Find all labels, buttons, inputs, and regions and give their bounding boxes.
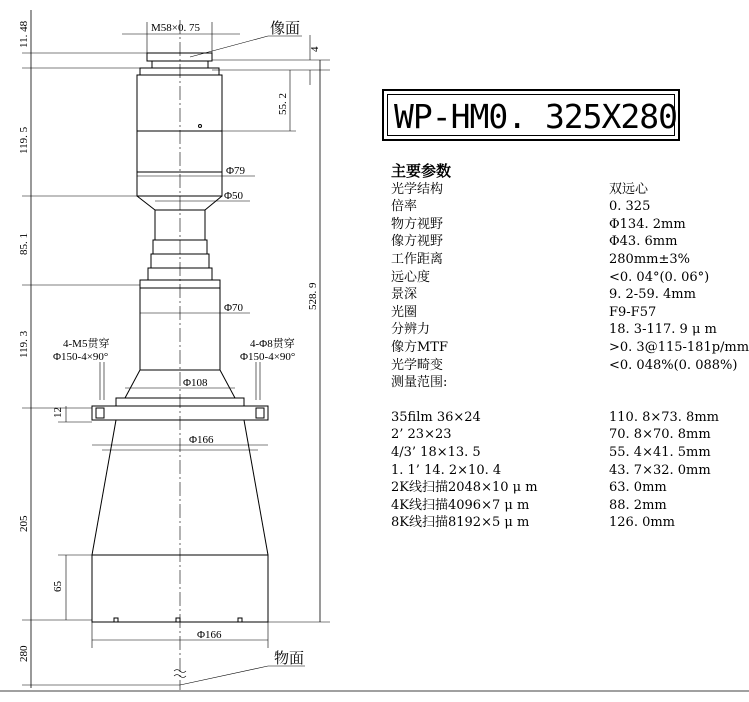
spec-row [391, 251, 747, 269]
sensor-row [391, 409, 747, 427]
dim-119-5: 119. 5 [18, 126, 30, 154]
spec-label: 远心度 [391, 269, 431, 285]
sensor-value: 70. 8×70. 8mm [609, 427, 711, 443]
sensor-row [391, 479, 747, 497]
sensor-value: 63. 0mm [609, 480, 667, 496]
dim-4: 4 [309, 46, 321, 52]
sensor-value: 88. 2mm [609, 497, 667, 513]
spec-row [391, 374, 747, 392]
spec-label: 工作距离 [391, 251, 444, 267]
sensor-value: 110. 8×73. 8mm [609, 409, 719, 425]
model-title: WP-HM0. 325X280 [394, 97, 678, 136]
dim-205: 205 [18, 515, 30, 532]
spec-value: <0. 04°(0. 06°) [609, 269, 710, 285]
spec-row [391, 321, 747, 339]
sensor-label: 4K线扫描4096×7 μ m [391, 497, 530, 513]
image-plane-label: 像面 [270, 19, 301, 37]
spec-label: 光学畸变 [391, 357, 444, 373]
spec-value: 280mm±3% [609, 251, 690, 267]
dim-65: 65 [52, 581, 64, 592]
spec-value: Φ43. 6mm [609, 234, 678, 250]
spec-value: 0. 325 [609, 199, 651, 215]
spec-value: <0. 048%(0. 088%) [609, 357, 738, 373]
spec-label: 像方视野 [391, 234, 444, 250]
spec-label: 像方MTF [391, 339, 449, 355]
sensor-row [391, 444, 747, 462]
spec-row [391, 269, 747, 287]
sensor-label: 35film 36×24 [391, 409, 481, 425]
holes-left-line2: Φ150-4×90° [53, 351, 109, 363]
dim-11-48: 11. 48 [18, 20, 30, 48]
sensor-row [391, 426, 747, 444]
mount-label: M58×0. 75 [151, 22, 200, 34]
holes-left-line1: 4-M5贯穿 [63, 338, 110, 350]
spec-row [391, 304, 747, 322]
dia-79-label: Φ79 [226, 165, 246, 177]
spec-label: 光学结构 [391, 181, 444, 197]
sensor-row [391, 462, 747, 480]
sensor-label: 8K线扫描8192×5 μ m [391, 515, 530, 531]
spec-label: 倍率 [391, 199, 418, 215]
spec-value: F9-F57 [609, 304, 657, 320]
spec-table [391, 163, 747, 532]
dia-166-top-label: Φ166 [189, 434, 214, 446]
sensor-value: 43. 7×32. 0mm [609, 462, 711, 478]
dia-166-bottom-label: Φ166 [197, 629, 222, 641]
dim-528-9: 528. 9 [307, 282, 319, 310]
dim-119-3: 119. 3 [18, 330, 30, 358]
spec-row [391, 216, 747, 234]
spec-value: 双远心 [609, 181, 649, 197]
dia-108-label: Φ108 [183, 377, 208, 389]
model-title-box [382, 89, 680, 141]
holes-right-line1: 4-Φ8贯穿 [250, 338, 295, 350]
spec-row [391, 286, 747, 304]
dim-85-1: 85. 1 [18, 233, 30, 255]
dim-12: 12 [52, 407, 64, 418]
spec-label: 光圈 [391, 304, 418, 320]
spec-value: 18. 3-117. 9 μ m [609, 322, 717, 338]
spec-row [391, 198, 747, 216]
holes-right-line2: Φ150-4×90° [240, 351, 296, 363]
spec-heading: 主要参数 [391, 162, 452, 180]
sensor-label: 1. 1’ 14. 2×10. 4 [391, 462, 502, 478]
spec-value: Φ134. 2mm [609, 216, 686, 232]
spec-row [391, 357, 747, 375]
dim-55-2: 55. 2 [277, 93, 289, 115]
object-plane-label: 物面 [274, 649, 305, 667]
dia-50-label: Φ50 [224, 190, 244, 202]
spec-value: 9. 2-59. 4mm [609, 287, 696, 303]
sensor-value: 55. 4×41. 5mm [609, 444, 711, 460]
spec-row [391, 339, 747, 357]
spec-label: 物方视野 [391, 216, 444, 232]
spec-row [391, 233, 747, 251]
dia-70-label: Φ70 [224, 302, 244, 314]
spec-row [391, 181, 747, 199]
sensor-row [391, 514, 747, 532]
spec-label: 测量范围: [391, 375, 448, 391]
sensor-label: 2K线扫描2048×10 μ m [391, 480, 538, 496]
sensor-label: 2’ 23×23 [391, 427, 452, 443]
sensor-row [391, 497, 747, 515]
sensor-label: 4/3’ 18×13. 5 [391, 444, 481, 460]
spec-label: 分辨力 [391, 322, 431, 338]
sensor-value: 126. 0mm [609, 515, 676, 531]
dim-280: 280 [18, 645, 30, 662]
spec-value: >0. 3@115-181p/mm [609, 339, 749, 355]
spec-label: 景深 [391, 287, 418, 303]
